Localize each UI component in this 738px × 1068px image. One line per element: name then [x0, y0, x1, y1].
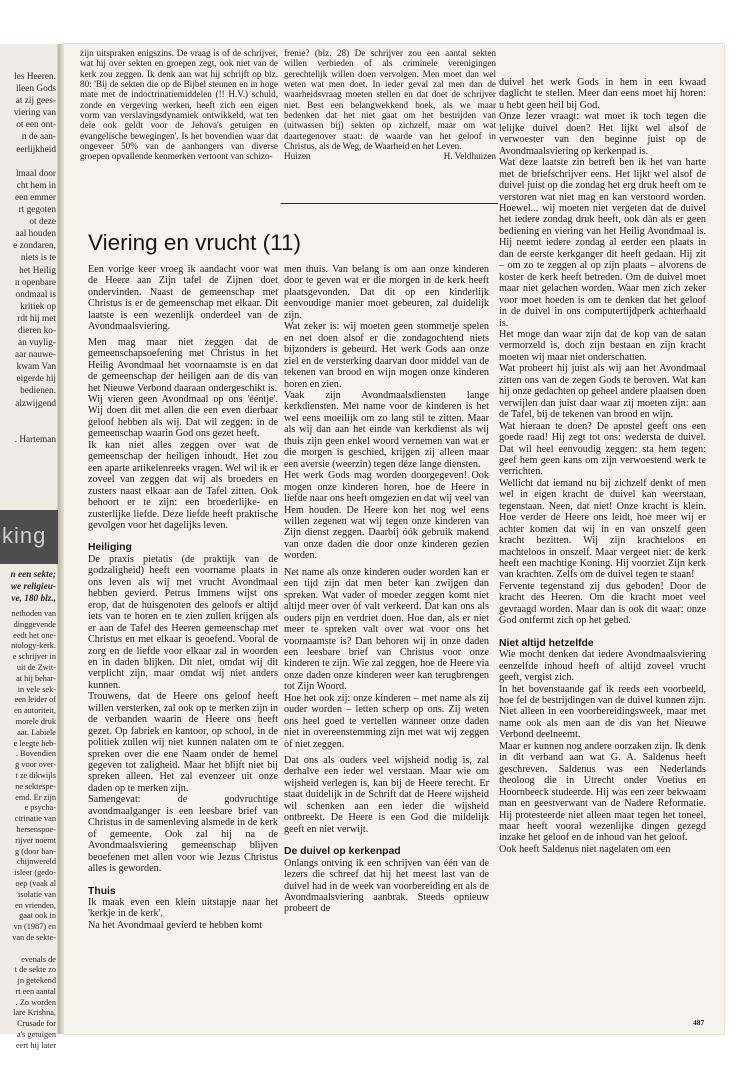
text-line: n de aan-: [21, 132, 56, 143]
paragraph: Samengevat: de godvruchtige avondmaalganger is een leesbare brief van Christus in de samenleving alsmede in de kerk of gemeente. Ook zal hij na de Avondmaalsviering gemeenschap blijven beoefenen met allen voor wie Jezus Christus alles is geworden.: [88, 794, 278, 875]
signature-author: H. Veldhuizen: [443, 151, 496, 162]
paragraph: men thuis. Van belang is om aan onze kinderen door te geven wat er die morgen in de kerk heeft plaatsgevonden. Dat dit op een kinderlijk eenvoudige manier moet gebeuren, zal duidelijk zijn.: [284, 264, 489, 321]
text-line: rijver noemt: [15, 835, 56, 845]
text-line: e psycha-: [24, 803, 56, 813]
book-cover-text: king: [2, 523, 47, 548]
review-text-1: zijn uitspraken enigszins. De vraag is of de schrijver, wat hij over sekten en groepen zegt, ook niet van de kerk zou zeggen. Ik denk aan wat hij schrijft op blz. 80: 'Bij de sekten die op de Bijbel steunen en in hoge mate met de indoctrinatiemiddelen (!! H.V.) schuld, zonde en vergeving werken, heeft zich een eigen vorm van verslavingsdynamiek ontwikkeld, wat ten dele ook geldt voor de Jehova's getuigen en evangelische bewegingen'. Is het bovendien waar dat ongeveer 50% van de aanhangers van diverse groepen opvallende kenmerken vertoont van schizo-: [80, 48, 278, 162]
text-line: ntology-kerk.: [11, 641, 56, 651]
text-line: bedienen.: [20, 386, 56, 397]
text-line: g voor over-: [15, 760, 56, 770]
paragraph: Net name als onze kinderen ouder worden kan er een tijd zijn dat men beter kan zwijgen dan spreken. Wat vader of moeder zeggen komt niet altijd meer over òf valt verkeerd. Dat kan ons als ouders pijn en verdriet doen. Hoe dan, als er niet meer te spreken valt over wat voor ons het voornaamste is? Dan behoren wij in onze daden een leesbare brief van Christus voor onze kinderen te zijn. Wie zal zeggen, hoe de Heere via onze daden onze kinderen weer kan terugbrengen tot Zijn Woord.: [284, 566, 489, 693]
text-line: nethoden van: [11, 609, 56, 618]
paragraph: Maar er kunnen nog andere oorzaken zijn. Ik denk in dit verband aan wat G. A. Saldenus heeft geschreven. Saldenus was een Nederlands theoloog die in Utrecht onder Voetius en Hoornbeeck studeerde. Hij was een zeer bekwaam man en geestverwant van de Nadere Reformatie. Hij protesteerde niet alleen maar tegen het toneel, maar heeft vooral wezenlijke dingen gezegd inzake het geloof en de inhoud van het geloof.: [499, 740, 706, 844]
text-line: en autoriteit,: [14, 706, 56, 716]
text-line: oep (vaak al: [15, 878, 56, 888]
text-line: isolatie van: [17, 889, 56, 899]
review-end-rule: [281, 203, 498, 204]
text-line: e leegte heb-: [13, 738, 56, 748]
paragraph: Het werk Gods mag worden doorgegeven! Ook mogen onze kinderen horen, hoe de Heere in liefde naar ons heeft omgezien en dat wij veel van Hem houden. De Heere kon het nog wel eens willen zegenen wat wij tegen onze kinderen van Zijn dienst zeggen. Daarbij óók gebruik makend van onze daden die door onze kinderen gezien worden.: [284, 470, 489, 562]
paragraph: duivel het werk Gods in hem in een kwaad daglicht te stellen. Meer dan eens moet hij horen: u hebt geen heil bij God.: [499, 77, 706, 111]
section-heading-niet-altijd: Niet altijd hetzelfde: [499, 637, 594, 649]
text-line: een emmer: [14, 192, 56, 203]
text-line: in vele sek-: [17, 684, 56, 694]
text-line: eert hij later: [15, 1040, 56, 1050]
text-line: aar nauwe-: [14, 350, 56, 361]
text-line: alzwijgend: [15, 398, 56, 409]
text-line: viering van: [13, 108, 56, 119]
paragraph: Ik maak even een klein uitstapje naar het 'kerkje in de kerk'.: [88, 897, 278, 920]
text-line: we religieu-: [10, 582, 56, 593]
paragraph: De praxis pietatis (de praktijk van de godzaligheid) heeft een voorname plaats in ons leven als wij met vrucht Avondmaal hebben gevierd. Petrus Immens wijst ons erop, dat de huisgenoten des geloofs er altijd iets van te horen en te zien zullen krijgen als er aan de Tafel des Heeren gemeenschap met Christus en met elkaar is geoefend. Vooral de zorg en de liefde voor elkaar zal in woorden en in daden blijken. Dit niet, omdat wij dit verplicht zijn, maar omdat wij niet anders kunnen.: [88, 553, 278, 691]
text-line: . Bovendien: [15, 749, 56, 759]
text-line: kwam Van: [16, 362, 56, 373]
text-line: lmaal door: [15, 168, 56, 179]
paragraph: Onlangs ontving ik een schrijven van één van de lezers die schreef dat hij het meest last van de duivel had in de week van voorbereiding en als de Avondmaalsviering aanbrak. Steeds opnieuw probeert de: [284, 857, 489, 915]
paragraph: Wij vieren geen Avondmaal op ons 'ééntje'. Wij doen dit met allen die een even dierbaar geloof hebben als wij. Dat wil zeggen: in de gemeenschap waarin God ons gezet heeft.: [88, 393, 278, 440]
text-line: e zondaren,: [13, 241, 56, 252]
text-line: niets is te: [20, 253, 56, 264]
text-line: cht hem in: [16, 180, 56, 191]
section-heading-heiliging: Heiliging: [88, 542, 132, 554]
article-column-3: [499, 77, 706, 855]
book-caption: [2, 569, 56, 605]
paragraph: Na het Avondmaal gevierd te hebben komt: [88, 919, 263, 931]
paragraph: Onze lezer vraagt: wat moet ik toch tegen die lelijke duivel doen? Het lijkt wel alsof de verwoester van den beginne juist op de Avondmaalsviering op kerkenpad is.: [499, 111, 706, 157]
text-line: ctrinatie van: [14, 814, 56, 824]
text-line: . Harteman: [14, 434, 56, 445]
paragraph: Ook heeft Saldenus niet nagelaten om een: [499, 843, 671, 855]
article-title: Viering en vrucht (11): [88, 230, 302, 255]
text-line: gaat ook in: [19, 911, 56, 921]
paragraph: In het bovenstaande gaf ik reeds een voorbeeld, hoe fel de bestrijdingen van de duivel kunnen zijn. Niet alleen in een voorbereidingsweek, maar met name ook als men aan de dis van het Nieuwe Verbond deelneemt.: [499, 683, 706, 741]
paragraph: Hoe het ook zij: onze kinderen – met name als zij ouder worden – letten scherp op ons. Zij weten ons heel goed te vertellen wanneer onze daden niet in overeenstemming zijn met wat wij zeggen òf niet zeggen.: [284, 692, 489, 750]
text-line: a's getuigen: [16, 1030, 56, 1040]
text-line: n een sekte;: [10, 570, 56, 580]
text-line: jn getekend: [17, 976, 56, 986]
text-line: [2, 944, 56, 955]
text-line: aal houden: [15, 229, 56, 240]
text-line: een leider of: [14, 695, 56, 705]
text-line: uit de Zwit-: [16, 662, 56, 672]
paragraph: Wat hieraan te doen? De apostel geeft ons een goede raad! Hij zegt tot ons: wedersta de duivel. Dat wil heel eenvoudig zeggen: sta hem tegen: geef hem geen kans om zijn verwoestend werk te verrichten.: [499, 420, 706, 478]
text-line: chijnwereld: [16, 857, 56, 867]
previous-page-strip: [0, 44, 58, 1050]
text-line: g (door han-: [14, 846, 56, 856]
text-line: emd. Er zijn: [15, 792, 56, 802]
text-line: [2, 410, 56, 422]
paragraph: Wie mocht denken dat iedere Avondmaalsviering eenzelfde inhoud heeft of altijd zoveel vrucht geeft, vergist zich.: [499, 649, 706, 684]
text-line: kritiek op: [20, 301, 56, 312]
page-number: 487: [693, 1018, 705, 1027]
text-line: at zij gees-: [15, 96, 56, 107]
text-line: vn (1987) en: [13, 922, 56, 932]
text-line: en vrienden,: [14, 900, 56, 910]
text-line: ne sektespe-: [15, 781, 56, 791]
text-line: lare Krishna,: [13, 1008, 56, 1018]
paragraph: Men mag maar niet zeggen dat de gemeenschapsoefening met Christus in het Heilig Avondmaal het voornaamste is en dat de gemeenschap der heiligen aan de dis van het Nieuwe Verbond daaraan ondergeschikt is.: [88, 336, 278, 394]
text-line: van de sekte-: [12, 932, 56, 942]
review-text-2: frenie? (blz. 28) De schrijver zou een aantal sekten willen verbieden of als criminele verenigingen gerechtelijk willen doen vervolgen. Men moet dan wel weten wat men doet. In ieder geval zal men dan de waarheidsvraag moeten stellen en dat doet de schrijver niet. Best een belangwekkend boek, als we maar bedenken dat het niet gaat om het bestrijden van (uitwassen bij) sekten op zichzelf, maar om wat daartegenover staat: de waarde van het geloof in Christus, als de Weg, de Waarheid en het Leven.: [284, 48, 496, 152]
previous-page-review-text: [2, 609, 56, 1052]
text-line: t ze dikwijls: [15, 770, 56, 780]
paragraph: Wat probeert hij juist als wij aan het Avondmaal zitten ons van de zegen Gods te beroven. Wat kan hij onze gedachten op geheel andere plaatsen doen verwijlen dan juist daar waar zij moeten zijn: aan de Tafel, bij de tekenen van brood en wijn.: [499, 363, 706, 421]
paragraph: Vaak zijn Avondmaalsdiensten lange kerkdiensten. Met name voor de kinderen is het wel eens moeilijk om zo lang stil te zitten. Maar als wij dan aan het einde van kerkdienst als wij thuis zijn geen enkel woord vernemen van wat er die morgen is geschied, krijgen zij alleen maar een aversie (weerzin) tegen déze lange diensten.: [284, 389, 489, 470]
book-cover-box: [0, 510, 58, 564]
review-column-1: [80, 48, 278, 162]
paragraph: Fervente tegenstand zij dus geboden! Door de kracht des Heeren. Om die kracht moet veel gevraagd worden. Maar dan is ook dit waar: onze God ontfermt zich op het gebed.: [499, 580, 706, 627]
text-line: dinggevende: [13, 619, 56, 629]
text-line: lleen Gods: [15, 84, 56, 95]
previous-page-top-text: [2, 71, 56, 446]
text-line: evenals de: [21, 954, 56, 964]
paragraph: Wat zeker is: wij moeten geen stommetje spelen en net doen alsof er die zondagochtend niets bijzonders is gebeurd. Het werk Gods aan onze ziel en de versterking daarvan door middel van de tekenen van brood en wijn mogen onze kinderen horen en zien.: [284, 321, 489, 390]
text-line: rt een aantal: [15, 986, 56, 996]
paragraph: Wellicht dat iemand nu bij zichzelf denkt of men wel in eigen kracht de duivel kan weerstaan, tegenstaan. Neen, dat niet! Onze kracht is klein. Hoe verder de Heere ons leidt, hoe meer wij er achter komen dat wij in en van onszelf geen kracht bezitten. Wij zijn krachteloos en machteloos in onszelf. Maar vergeet niet: de kerk heeft een machtige Koning. Hij voorziet Zijn kerk van krachten. Zelfs om de duivel tegen te staan!: [499, 477, 706, 581]
text-line: aat. Labiele: [17, 727, 56, 737]
paragraph: Een vorige keer vroeg ik aandacht voor wat de Heere aan Zijn tafel de Zijnen doet ondervinden. Naast de gemeenschap met Christus is er de gemeenschap met elkaar. Dit laatste is een wezenlijk onderdeel van de Avondmaalsviering.: [88, 264, 278, 333]
text-line: eigerde hij: [16, 374, 56, 385]
text-line: morele druk: [15, 716, 56, 726]
paragraph: Trouwens, dat de Heere ons geloof heeft willen versterken, zal ook op te merken zijn in de verbanden waarin de Heere ons heeft gezet. Op fabriek en kantoor, op school, in de politiek zullen wij niet kunnen nalaten om te spreken over die ene Naam onder de hemel gegeven tot zaligheid. Maar het blijft niet bij spreken alleen. Het zal evenzeer uit onze daden op te merken zijn.: [88, 691, 278, 794]
text-line: hersenspoe-: [16, 824, 56, 834]
text-line: eedt het one-: [13, 630, 56, 640]
text-line: dieren ko-: [18, 325, 56, 336]
text-line: [2, 422, 56, 434]
text-line: ve, 180 blz.,: [11, 594, 56, 605]
article-column-2: [284, 264, 489, 915]
section-heading-thuis: Thuis: [88, 885, 116, 897]
review-column-2: [284, 48, 496, 162]
text-line: n openbare: [14, 277, 56, 288]
text-line: isleer (gedo-: [14, 868, 56, 878]
text-line: ot een ont-: [16, 120, 56, 131]
paragraph: Het moge dan waar zijn dat de kop van de satan vermorzeld is, doch zijn bestaan en zijn kracht moeten wij maar niet onderschatten.: [499, 328, 706, 363]
text-line: t de sekte zo: [14, 965, 56, 975]
paragraph: Ik kan niet alles zeggen over wat de gemeenschap der heiligen inhoudt. Het zou een aparte artikelenreeks vragen. Wel wil ik er zoveel van zeggen dat wij als broeders en zusters naast elkaar aan de Tafel zitten. Ook behoort er te zijn: een broederlijke- en zusterlijke liefde. Deze liefde heeft praktische gevolgen voor het dagelijks leven.: [88, 439, 278, 531]
section-heading-duivel: De duivel op kerkenpad: [284, 846, 401, 858]
text-line: rdt hij met: [17, 313, 56, 324]
article-column-1: [88, 264, 278, 931]
signature-place: Huizen: [284, 151, 311, 162]
text-line: an vuylig-: [18, 338, 56, 349]
text-line: [2, 156, 56, 168]
text-line: rt gegoten: [18, 205, 56, 216]
text-line: at hij behar-: [16, 673, 56, 683]
text-line: eerlijkheid: [16, 144, 56, 155]
review-signature: [284, 151, 496, 161]
paragraph: Wat deze laatste zin betreft ben ik het van harte met de briefschrijver eens. Het lijkt wel alsof de duivel juist op die zondag het erg druk heeft om te verstoren wat niet mag en kan verstoord worden. Hoewel... wij moeten niet vergeten dat de duivel het iedere zondag druk heeft, ook dàn als er geen bediening en viering van het Heilig Avondmaal is. Hij neemt iedere zondag al eerder een plaats in dan de eerste kerkganger dit heeft gedaan. Hij zit – om zo te zeggen al op zijn plaats – alvorens de koster de kerk heeft betreden. Om de duivel moet maar niet gelachen worden. Waar men zich zeker voor moet hoeden is om te denken dat het geloof in de duivel in ons computertijdperk achterhaald is.: [499, 157, 706, 329]
text-line: het Heilig: [19, 265, 56, 276]
text-line: Crusade for: [17, 1019, 56, 1029]
text-line: ot deze: [29, 217, 56, 228]
text-line: les Heeren.: [14, 72, 56, 82]
text-line: e schrijver in: [12, 652, 56, 662]
text-line: ondmaal is: [15, 289, 56, 300]
paragraph: Dat ons als ouders veel wijsheid nodig is, zal derhalve een ieder wel verstaan. Maar wie om wijsheid verlegen is, kan bij de Heere terecht. Er staat duidelijk in de Schrift dat de Heere wijsheid wil schenken aan een ieder die wijsheid ontbreekt. De Heere is een God die mildelijk geeft en niet verwijt.: [284, 755, 489, 835]
text-line: . Zo worden: [15, 997, 56, 1007]
